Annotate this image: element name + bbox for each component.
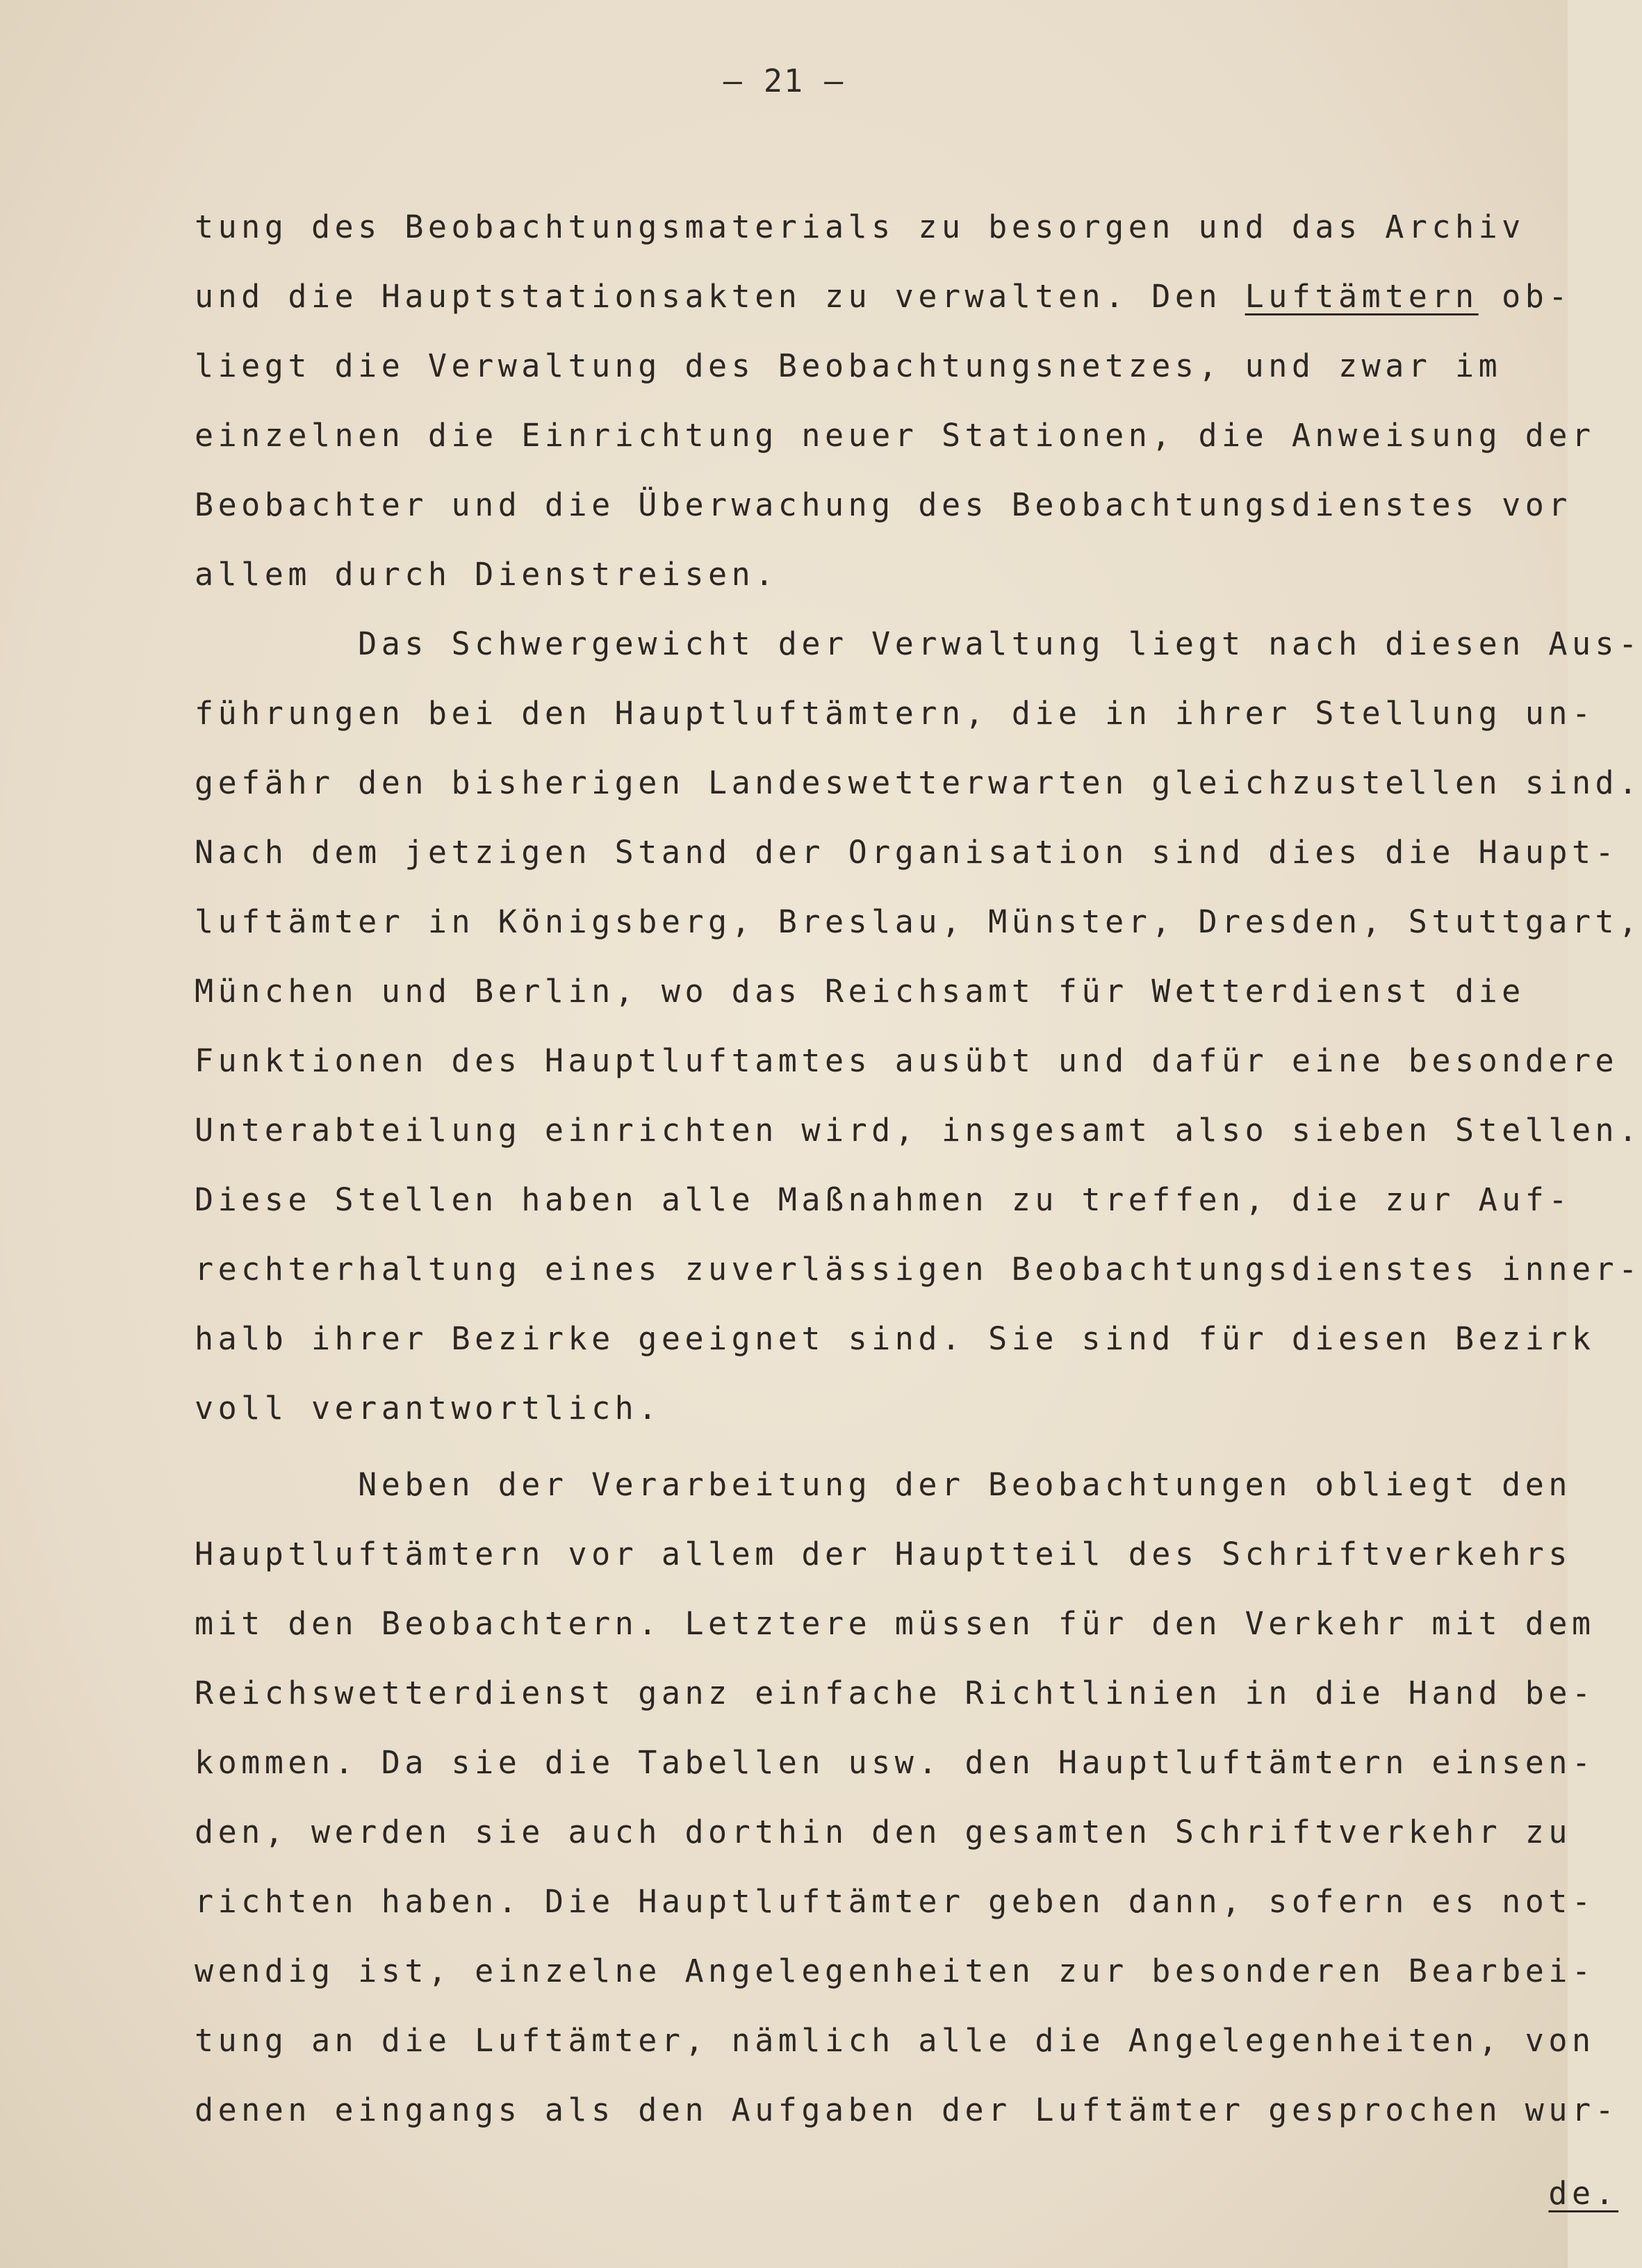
text-line: den, werden sie auch dorthin den gesamten Schriftverkehr zu: [195, 1814, 1572, 1850]
text-line: Nach dem jetzigen Stand der Organisation sind dies die Haupt-: [195, 834, 1619, 871]
text-line-final: [195, 2166, 1618, 2221]
text-line: München und Berlin, wo das Reichsamt für Wetterdienst die: [195, 973, 1525, 1010]
text-line: kommen. Da sie die Tabellen usw. den Hauptluftämtern einsen-: [195, 1744, 1595, 1781]
text-line: liegt die Verwaltung des Beobachtungsnetzes, und zwar im: [195, 347, 1502, 384]
text-line: tung des Beobachtungsmaterials zu besorgen und das Archiv: [195, 208, 1525, 245]
text-fragment: ob-: [1478, 278, 1572, 315]
text-line: gefähr den bisherigen Landeswetterwarten gleichzustellen sind.: [195, 764, 1642, 801]
text-line: [195, 269, 1572, 324]
text-line: Beobachter und die Überwachung des Beobachtungsdienstes vor: [195, 486, 1572, 523]
text-line: führungen bei den Hauptluftämtern, die in ihrer Stellung un-: [195, 695, 1595, 732]
text-line: Diese Stellen haben alle Maßnahmen zu treffen, die zur Auf-: [195, 1181, 1572, 1218]
underlined-word: Luftämtern: [1245, 278, 1479, 315]
text-line: wendig ist, einzelne Angelegenheiten zur besonderen Bearbei-: [195, 1953, 1595, 1989]
text-line: halb ihrer Bezirke geeignet sind. Sie sind für diesen Bezirk: [195, 1320, 1595, 1357]
text-line: einzelnen die Einrichtung neuer Stationen, die Anweisung der: [195, 417, 1595, 454]
text-line: voll verantwortlich.: [195, 1390, 662, 1427]
text-line: Reichswetterdienst ganz einfache Richtlinien in die Hand be-: [195, 1675, 1595, 1711]
text-fragment: und die Hauptstationsakten zu verwalten. Den: [195, 278, 1245, 315]
text-line: luftämter in Königsberg, Breslau, Münster, Dresden, Stuttgart,: [195, 903, 1642, 940]
text-line: Neben der Verarbeitung der Beobachtungen obliegt den: [195, 1466, 1572, 1503]
text-line: Unterabteilung einrichten wird, insgesamt also sieben Stellen.: [195, 1112, 1642, 1149]
text-fragment: [195, 2175, 1548, 2212]
text-line: denen eingangs als den Aufgaben der Luftämter gesprochen wur-: [195, 2092, 1619, 2128]
text-line: Hauptluftämtern vor allem der Hauptteil des Schriftverkehrs: [195, 1536, 1572, 1572]
text-line: allem durch Dienstreisen.: [195, 556, 778, 593]
text-line: richten haben. Die Hauptluftämter geben dann, sofern es not-: [195, 1883, 1595, 1920]
text-line: tung an die Luftämter, nämlich alle die Angelegenheiten, von: [195, 2022, 1595, 2059]
text-line: Das Schwergewicht der Verwaltung liegt nach diesen Aus-: [195, 625, 1642, 662]
text-line: rechterhaltung eines zuverlässigen Beobachtungsdienstes inner-: [195, 1251, 1642, 1288]
text-line: mit den Beobachtern. Letztere müssen für den Verkehr mit dem: [195, 1605, 1595, 1642]
text-line: Funktionen des Hauptluftamtes ausübt und dafür eine besondere: [195, 1042, 1619, 1079]
underlined-word: de.: [1548, 2175, 1619, 2212]
page-number: – 21 –: [723, 63, 845, 99]
